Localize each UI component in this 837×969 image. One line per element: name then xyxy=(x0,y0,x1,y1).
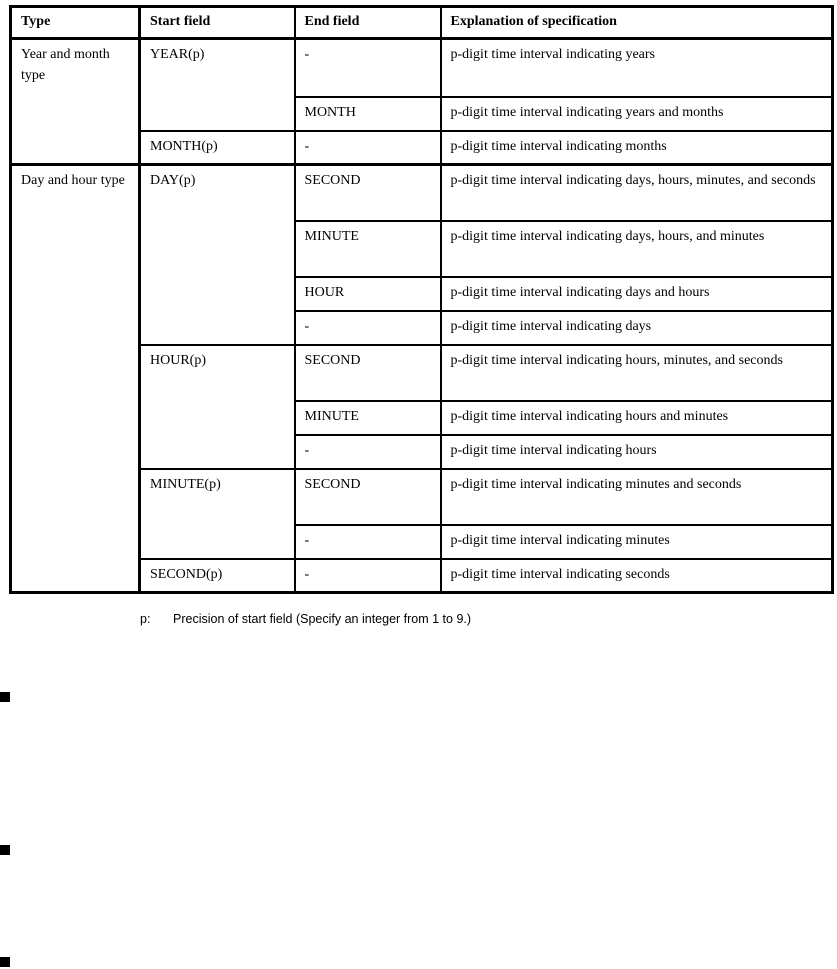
type-cell: Year and month type xyxy=(11,39,140,165)
footnote-text: Precision of start field (Specify an integer from 1 to 9.) xyxy=(173,612,472,626)
bullet-square-icon xyxy=(0,692,10,702)
interval-spec-table xyxy=(9,5,834,594)
explanation-cell: p-digit time interval indicating seconds xyxy=(441,559,833,593)
start-field-cell: MONTH(p) xyxy=(140,131,295,165)
type-cell: Day and hour type xyxy=(11,165,140,593)
footnote-key: p: xyxy=(140,612,151,626)
explanation-cell: p-digit time interval indicating hours and minutes xyxy=(441,401,833,435)
end-field-cell: SECOND xyxy=(295,345,441,401)
explanation-cell: p-digit time interval indicating hours xyxy=(441,435,833,469)
explanation-cell: p-digit time interval indicating months xyxy=(441,131,833,165)
end-field-cell: - xyxy=(295,435,441,469)
end-field-cell: - xyxy=(295,525,441,559)
start-field-cell: HOUR(p) xyxy=(140,345,295,469)
bullet-square-icon xyxy=(0,845,10,855)
explanation-cell: p-digit time interval indicating minutes xyxy=(441,525,833,559)
end-field-cell: MONTH xyxy=(295,97,441,131)
end-field-cell: MINUTE xyxy=(295,221,441,277)
explanation-cell: p-digit time interval indicating days xyxy=(441,311,833,345)
explanation-cell: p-digit time interval indicating years xyxy=(441,39,833,97)
start-field-cell: MINUTE(p) xyxy=(140,469,295,559)
table-row xyxy=(11,165,833,221)
end-field-cell: - xyxy=(295,559,441,593)
end-field-cell: SECOND xyxy=(295,469,441,525)
header-end-field: End field xyxy=(295,7,441,39)
end-field-cell: HOUR xyxy=(295,277,441,311)
explanation-cell: p-digit time interval indicating days, hours, and minutes xyxy=(441,221,833,277)
footnote xyxy=(140,612,471,626)
header-start-field: Start field xyxy=(140,7,295,39)
end-field-cell: SECOND xyxy=(295,165,441,221)
end-field-cell: - xyxy=(295,131,441,165)
table-header-row xyxy=(11,7,833,39)
explanation-cell: p-digit time interval indicating days, hours, minutes, and seconds xyxy=(441,165,833,221)
header-explanation: Explanation of specification xyxy=(441,7,833,39)
explanation-cell: p-digit time interval indicating years and months xyxy=(441,97,833,131)
start-field-cell: SECOND(p) xyxy=(140,559,295,593)
explanation-cell: p-digit time interval indicating hours, minutes, and seconds xyxy=(441,345,833,401)
bullet-square-icon xyxy=(0,957,10,967)
start-field-cell: YEAR(p) xyxy=(140,39,295,131)
start-field-cell: DAY(p) xyxy=(140,165,295,345)
end-field-cell: MINUTE xyxy=(295,401,441,435)
explanation-cell: p-digit time interval indicating days and hours xyxy=(441,277,833,311)
explanation-cell: p-digit time interval indicating minutes and seconds xyxy=(441,469,833,525)
end-field-cell: - xyxy=(295,311,441,345)
header-type: Type xyxy=(11,7,140,39)
table-row xyxy=(11,39,833,97)
table-body xyxy=(11,39,833,593)
end-field-cell: - xyxy=(295,39,441,97)
